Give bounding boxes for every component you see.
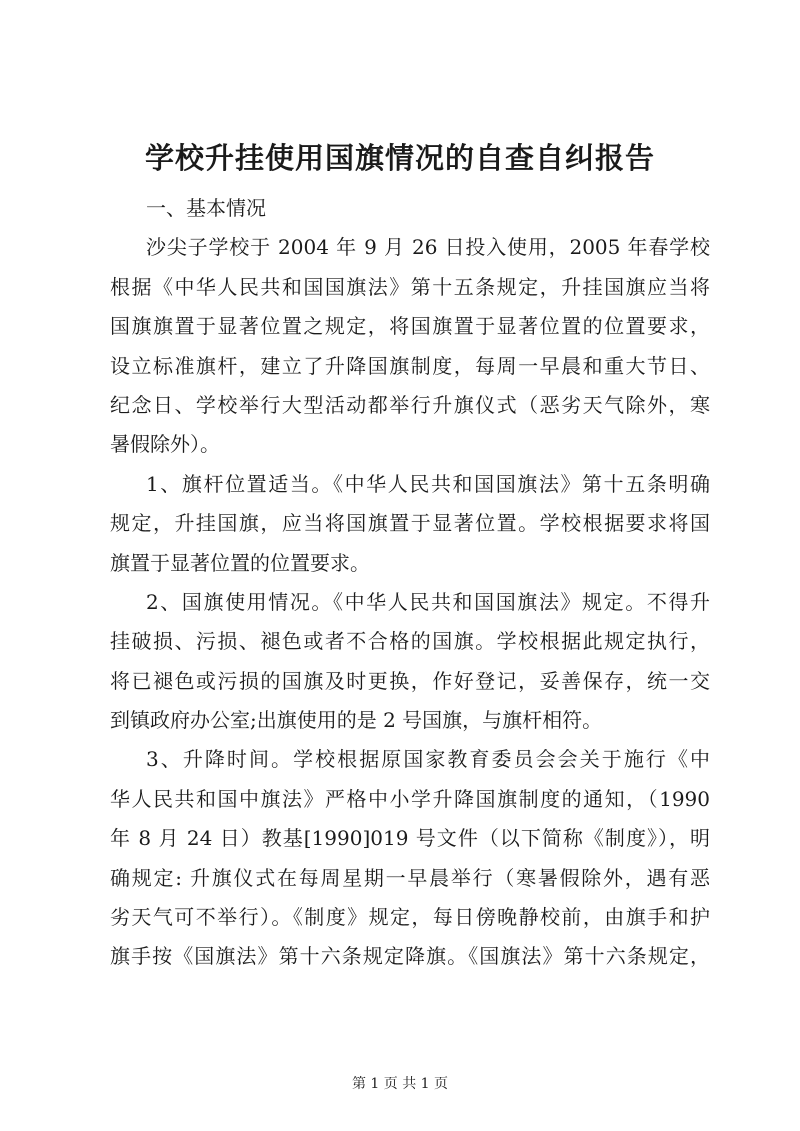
paragraph-line: 2、国旗使用情况。《中华人民共和国国旗法》规定。不得升: [146, 589, 710, 614]
paragraph-line: 劣天气可不举行）。《制度》规定，每日傍晚静校前，由旗手和护: [110, 905, 710, 930]
paragraph-line: 确规定: 升旗仪式在每周星期一早晨举行（寒暑假除外，遇有恶: [110, 865, 710, 890]
page-footer: 第 1 页 共 1 页: [351, 1076, 449, 1092]
paragraph-line: 设立标准旗杆，建立了升降国旗制度，每周一早晨和重大节日、: [110, 353, 710, 378]
paragraph-line: 将已褪色或污损的国旗及时更换，作好登记，妥善保存，统一交: [110, 668, 710, 693]
paragraph-line: 规定，升挂国旗，应当将国旗置于显著位置。学校根据要求将国: [110, 511, 710, 536]
paragraph-line: 根据《中华人民共和国国旗法》第十五条规定，升挂国旗应当将: [110, 274, 710, 299]
document-body: [110, 189, 710, 977]
document-title: 学校升挂使用国旗情况的自查自纠报告: [144, 141, 655, 175]
paragraph-line: 到镇政府办公室;出旗使用的是 2 号国旗，与旗杆相符。: [110, 708, 603, 733]
paragraph-line: 暑假除外）。: [110, 432, 220, 457]
paragraph-line: 1、旗杆位置适当。《中华人民共和国国旗法》第十五条明确: [146, 471, 710, 496]
paragraph-line: 3、升降时间。学校根据原国家教育委员会会关于施行《中: [146, 747, 710, 772]
paragraph-line: 沙尖子学校于 2004 年 9 月 26 日投入使用，2005 年春学校: [146, 235, 710, 260]
section-heading: 一、基本情况: [146, 196, 266, 220]
paragraph-line: 旗手按《国旗法》第十六条规定降旗。《国旗法》第十六条规定，: [110, 944, 710, 969]
paragraph-line: 华人民共和国中旗法》严格中小学升降国旗制度的通知，（1990: [110, 786, 710, 811]
paragraph-line: 纪念日、学校举行大型活动都举行升旗仪式（恶劣天气除外，寒: [110, 392, 710, 417]
paragraph-line: 旗置于显著位置的位置要求。: [110, 550, 370, 575]
paragraph-line: 国旗旗置于显著位置之规定，将国旗置于显著位置的位置要求，: [110, 314, 710, 339]
paragraph-line: 挂破损、污损、褪色或者不合格的国旗。学校根据此规定执行，: [110, 629, 710, 654]
paragraph-line: 年 8 月 24 日）教基[1990]019 号文件（以下简称《制度》），明: [110, 826, 710, 851]
